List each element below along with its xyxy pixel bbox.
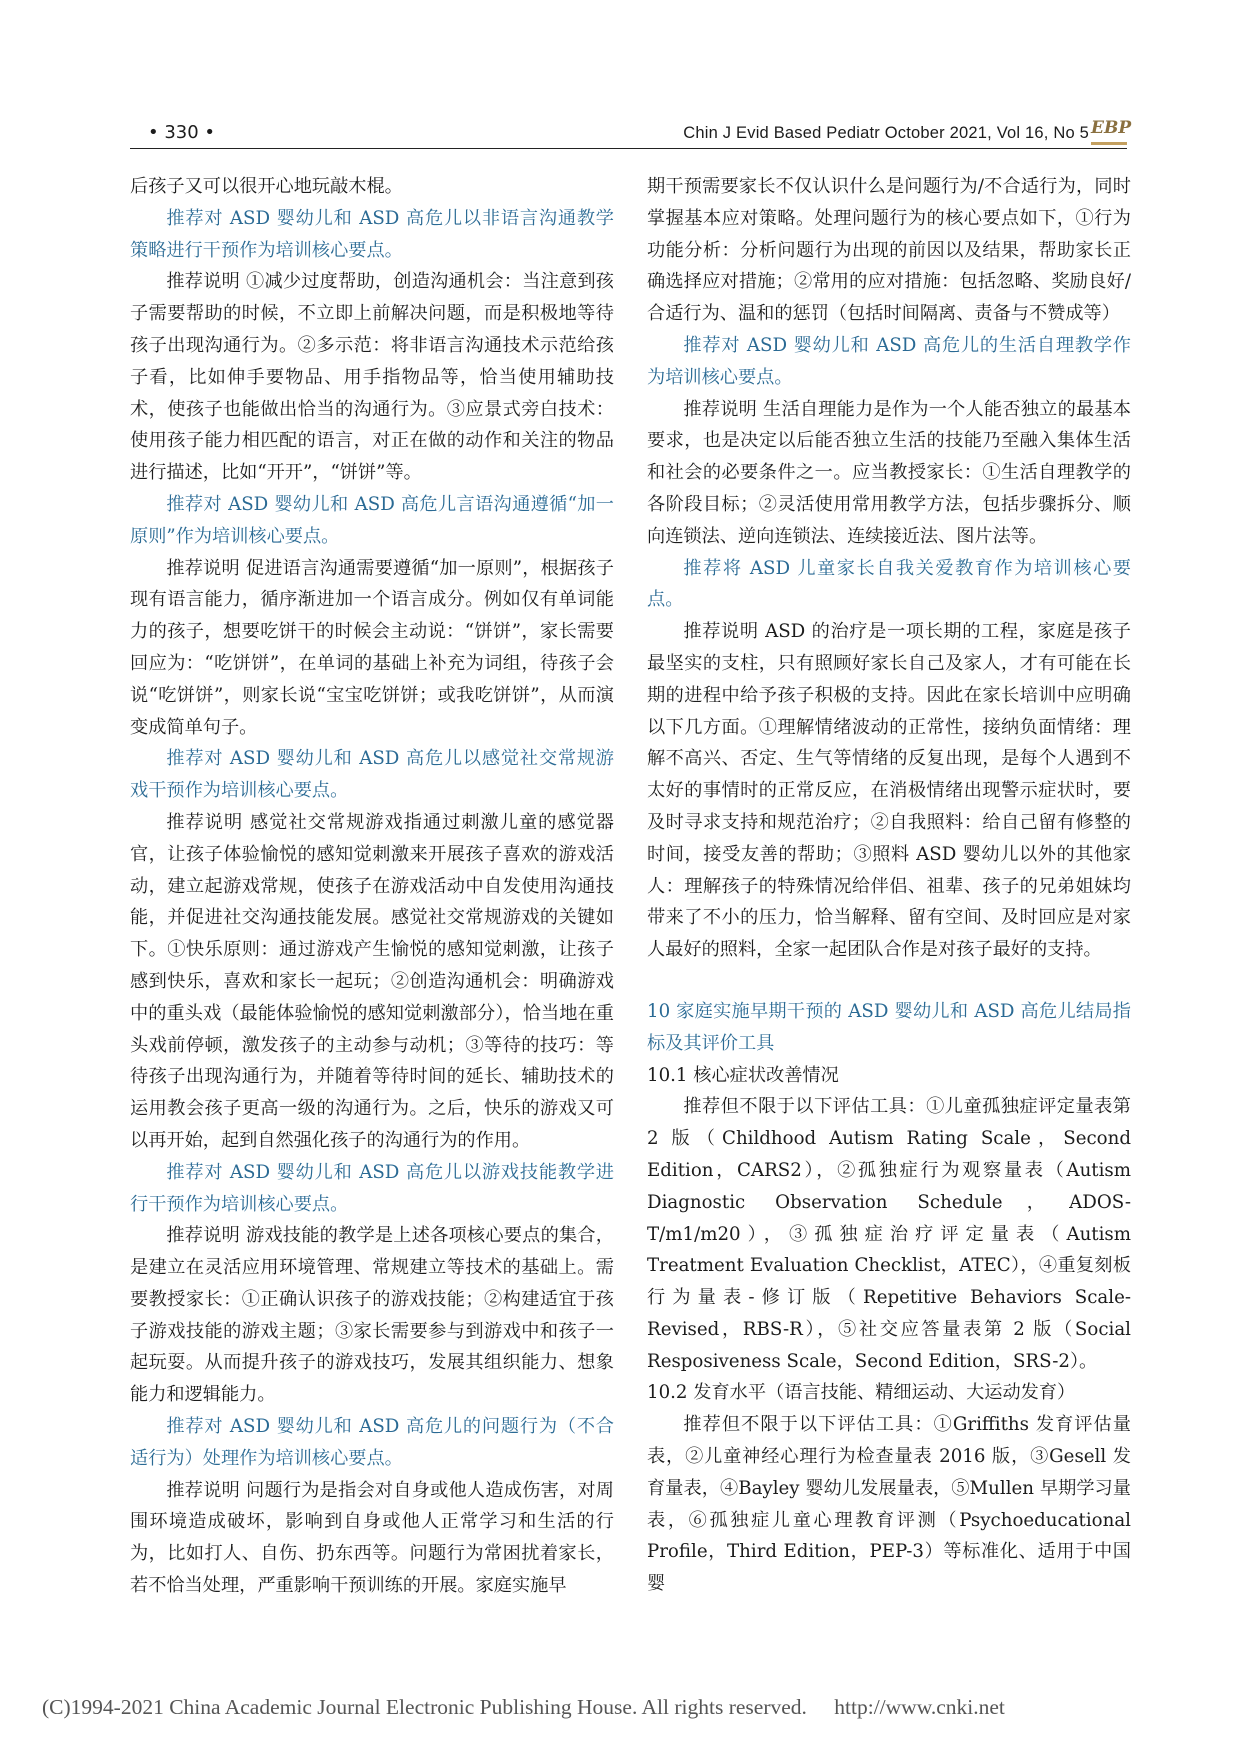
explanation-parent-self-care: 推荐说明 ASD 的治疗是一项长期的工程，家庭是孩子最坚实的支柱，只有照顾好家长自己及家人，才有可能在长期的进程中给予孩子积极的支持。因此在家长培训中应明确以下几方面。①理解情绪波动的正常性，接纳负面情绪：理解不高兴、否定、生气等情绪的反复出现，是每个人遇到不太好的事情时的正常反应，在消极情绪出现警示症状时，要及时寻求支持和规范治疗；②自我照料：给自己留有修整的时间，接受友善的帮助；③照料 ASD 婴幼儿以外的其他家人：理解孩子的特殊情况给伴侣、祖辈、孩子的兄弟姐妹均带来了不小的压力，恰当解释、留有空间、及时回应是对家人最好的照料，全家一起团队合作是对孩子最好的支持。 — [647, 621, 1131, 961]
paragraph-core-symptoms-tools: 推荐但不限于以下评估工具：①儿童孤独症评定量表第 2 版（Childhood Autism Rating Scale，Second Edition，CARS2），②孤独症行为观察量表（Autism Diagnostic Observation Schedule，ADOS-T/m1/m20），③孤独症治疗评定量表（Autism Treatment Evaluation Checklist，ATEC），④重复刻板行为量表-修订版（Repetitive Behaviors Scale-Revised，RBS-R），⑤社交应答量表第 2 版（Social Resposiveness Scale，Second Edition，SRS-2）。 — [647, 1096, 1131, 1372]
page-number: • 330 • — [148, 122, 216, 143]
recommendation-plus-one: 推荐对 ASD 婴幼儿和 ASD 高危儿言语沟通遵循“加一原则”作为培训核心要点。 — [130, 493, 614, 547]
recommendation-parent-self-care: 推荐将 ASD 儿童家长自我关爱教育作为培训核心要点。 — [647, 557, 1131, 611]
explanation-plus-one: 推荐说明 促进语言沟通需要遵循“加一原则”，根据孩子现有语言能力，循序渐进加一个语言成分。例如仅有单词能力的孩子，想要吃饼干的时候会主动说：“饼饼”，家长需要回应为：“吃饼饼”，在单词的基础上补充为词组，待孩子会说“吃饼饼”，则家长说“宝宝吃饼饼；或我吃饼饼”，从而演变成简单句子。 — [130, 557, 614, 738]
section-heading-10: 10 家庭实施早期干预的 ASD 婴幼儿和 ASD 高危儿结局指标及其评价工具 — [647, 1000, 1131, 1054]
explanation-play-skills: 推荐说明 游戏技能的教学是上述各项核心要点的集合，是建立在灵活应用环境管理、常规建立等技术的基础上。需要教授家长：①正确认识孩子的游戏技能；②构建适宜于孩子游戏技能的游戏主题；③家长需要参与到游戏中和孩子一起玩耍。从而提升孩子的游戏技巧，发展其组织能力、想象能力和逻辑能力。 — [130, 1225, 614, 1406]
journal-citation: Chin J Evid Based Pediatr October 2021, Vol 16, No 5 — [683, 124, 1089, 142]
paragraph-continuation: 期干预需要家长不仅认识什么是问题行为/不合适行为，同时掌握基本应对策略。处理问题行为的核心要点如下，①行为功能分析：分析问题行为出现的前因以及结果，帮助家长正确选择应对措施；②常用的应对措施：包括忽略、奖励良好/合适行为、温和的惩罚（包括时间隔离、责备与不赞成等） — [647, 176, 1131, 325]
paragraph-development-tools: 推荐但不限于以下评估工具：①Griffiths 发育评估量表，②儿童神经心理行为检查量表 2016 版，③Gesell 发育量表，④Bayley 婴幼儿发展量表，⑤Mullen 早期学习量表，⑥孤独症儿童心理教育评测（Psychoeducational Profile，Third Edition，PEP-3）等标准化、适用于中国婴 — [647, 1414, 1131, 1595]
explanation-problem-behavior: 推荐说明 问题行为是指会对自身或他人造成伤害，对周围环境造成破坏，影响到自身或他人正常学习和生活的行为，比如打人、自伤、扔东西等。问题行为常困扰着家长，若不恰当处理，严重影响干预训练的开展。家庭实施早 — [130, 1479, 614, 1597]
explanation-nonverbal: 推荐说明 ①减少过度帮助，创造沟通机会：当注意到孩子需要帮助的时候，不立即上前解决问题，而是积极地等待孩子出现沟通行为。②多示范：将非语言沟通技术示范给孩子看，比如伸手要物品、用手指物品等，恰当使用辅助技术，使孩子也能做出恰当的沟通行为。③应景式旁白技术：使用孩子能力相匹配的语言，对正在做的动作和关注的物品进行描述，比如“开开”，“饼饼”等。 — [130, 271, 614, 484]
recommendation-sensory-games: 推荐对 ASD 婴幼儿和 ASD 高危儿以感觉社交常规游戏干预作为培训核心要点。 — [130, 748, 614, 802]
recommendation-problem-behavior: 推荐对 ASD 婴幼儿和 ASD 高危儿的问题行为（不合适行为）处理作为培训核心要点。 — [130, 1416, 614, 1469]
paragraph-continuation: 后孩子又可以很开心地玩敲木棍。 — [130, 176, 403, 197]
copyright-notice: (C)1994-2021 China Academic Journal Electronic Publishing House. All rights reserved. — [42, 1695, 807, 1719]
footer-url[interactable]: http://www.cnki.net — [834, 1695, 1005, 1719]
recommendation-play-skills: 推荐对 ASD 婴幼儿和 ASD 高危儿以游戏技能教学进行干预作为培训核心要点。 — [130, 1161, 614, 1215]
subsection-heading-10-2: 10.2 发育水平（语言技能、精细运动、大运动发育） — [647, 1382, 1076, 1404]
left-column — [130, 171, 614, 1602]
explanation-sensory-games: 推荐说明 感觉社交常规游戏指通过刺激儿童的感觉器官，让孩子体验愉悦的感知觉刺激来开展孩子喜欢的游戏活动，建立起游戏常规，使孩子在游戏活动中自发使用沟通技能，并促进社交沟通技能发展。感觉社交常规游戏的关键如下。①快乐原则：通过游戏产生愉悦的感知觉刺激，让孩子感到快乐，喜欢和家长一起玩；②创造沟通机会：明确游戏中的重头戏（最能体验愉悦的感知觉刺激部分），恰当地在重头戏前停顿，激发孩子的主动参与动机；③等待的技巧：等待孩子出现沟通行为，并随着等待时间的延长、辅助技术的运用教会孩子更高一级的沟通行为。之后，快乐的游戏又可以再开始，起到自然强化孩子的沟通行为的作用。 — [130, 811, 614, 1151]
recommendation-nonverbal: 推荐对 ASD 婴幼儿和 ASD 高危儿以非语言沟通教学策略进行干预作为培训核心要点。 — [130, 207, 614, 261]
recommendation-self-care: 推荐对 ASD 婴幼儿和 ASD 高危儿的生活自理教学作为培训核心要点。 — [647, 334, 1131, 388]
footer — [42, 1695, 1242, 1720]
running-header — [130, 118, 1132, 149]
subsection-heading-10-1: 10.1 核心症状改善情况 — [647, 1064, 839, 1086]
right-column — [647, 171, 1131, 1600]
journal-logo: EBP — [1091, 114, 1127, 145]
explanation-self-care: 推荐说明 生活自理能力是作为一个人能否独立的最基本要求，也是决定以后能否独立生活的技能乃至融入集体生活和社会的必要条件之一。应当教授家长：①生活自理教学的各阶段目标；②灵活使用常用教学方法，包括步骤拆分、顺向连锁法、逆向连锁法、连续接近法、图片法等。 — [647, 398, 1131, 547]
